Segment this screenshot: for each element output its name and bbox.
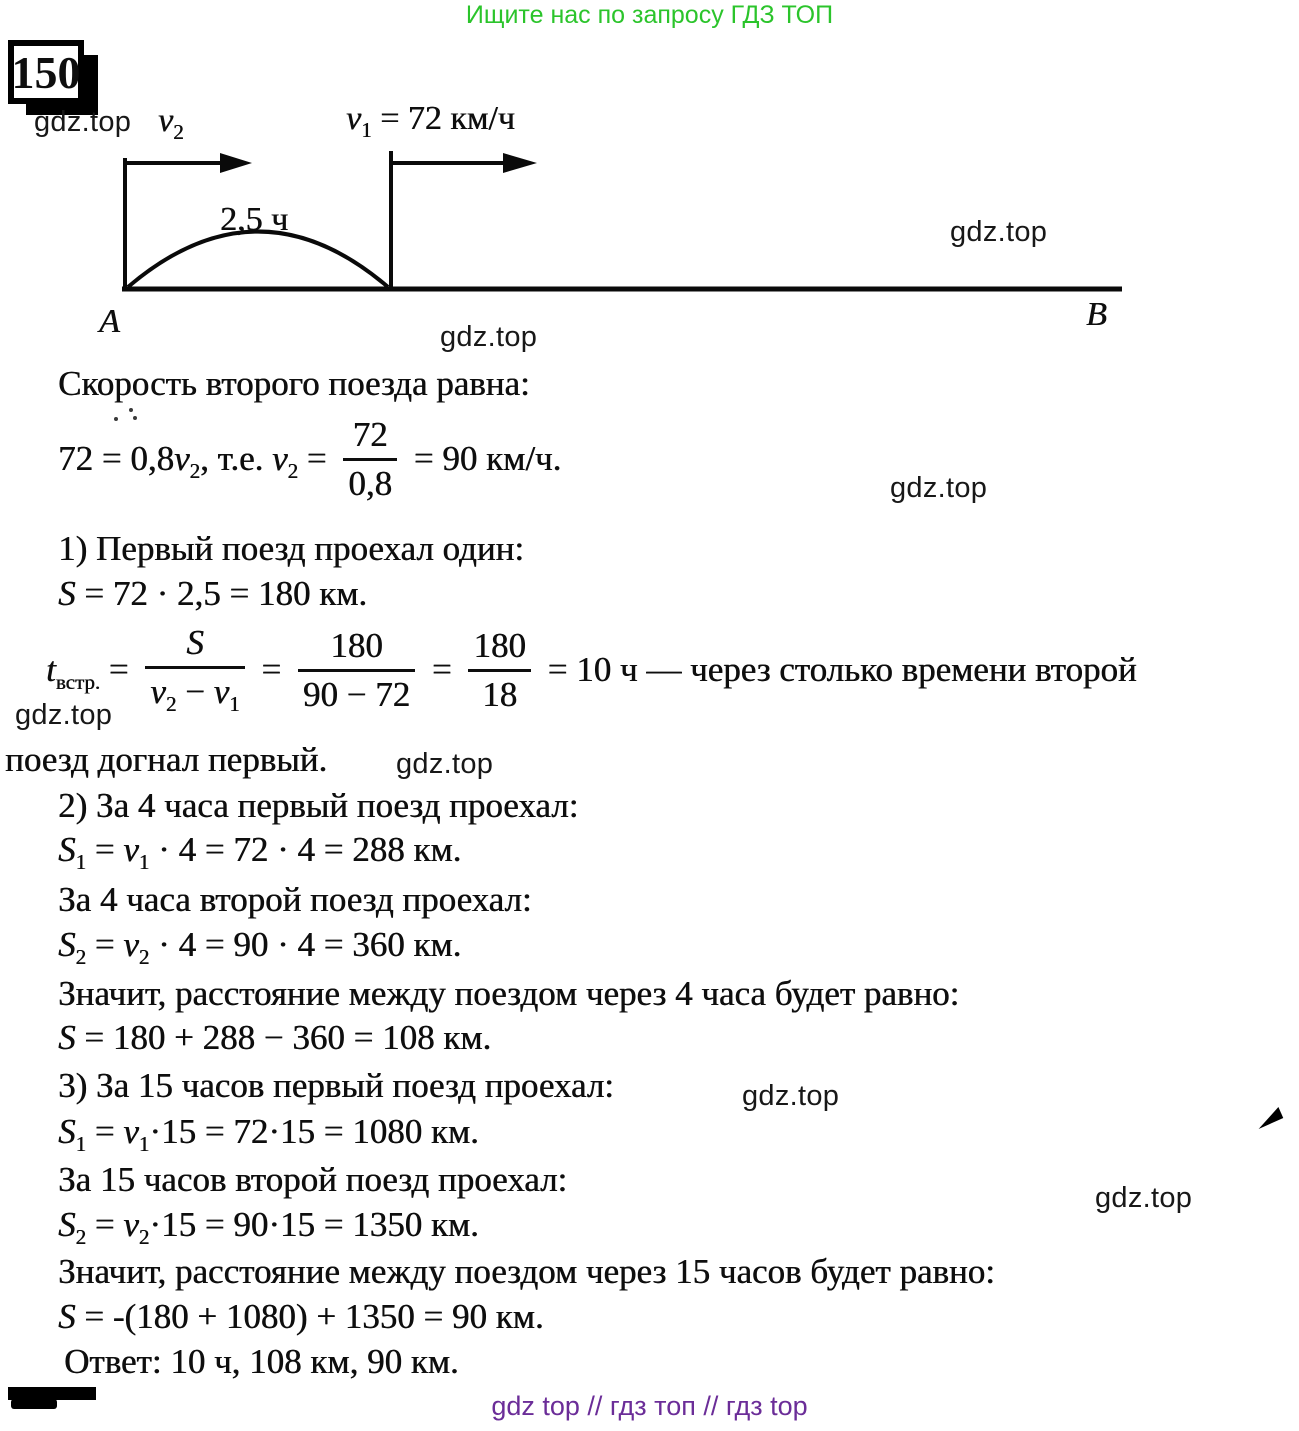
var-v-sub: 2 [287, 458, 299, 483]
watermark-gdz-top: gdz.top [34, 106, 132, 138]
fraction-bar [343, 458, 397, 461]
var-t-sub: встр. [55, 669, 101, 694]
watermark-gdz-top: gdz.top [742, 1080, 840, 1112]
watermark-gdz-top: gdz.top [1095, 1182, 1193, 1214]
equation-s1-15h [58, 1112, 479, 1156]
step2-title: 2) За 4 часа первый поезд проехал: [58, 786, 579, 825]
time-arc-2-5h [128, 232, 388, 288]
minus-sign: − [176, 672, 214, 711]
var-v-sub: 2 [189, 458, 201, 483]
var-v: v [272, 439, 288, 478]
watermark-gdz-top: gdz.top [950, 216, 1048, 248]
var-v1-sub: 1 [361, 117, 372, 142]
eq-s-rest: = 72 · 2,5 = 180 км. [75, 574, 368, 613]
fraction-s-over-dv [145, 623, 244, 717]
fraction-bar [298, 669, 415, 672]
equals: = [86, 925, 124, 964]
equation-t-meet [46, 614, 1137, 726]
train2-speed-label [158, 102, 184, 145]
point-b-label: B [1086, 296, 1107, 333]
var-v1: v [123, 830, 139, 869]
var-s: S [58, 574, 76, 613]
eq-speed-part2: , т.е. [200, 439, 272, 478]
var-v2-sub: 2 [138, 945, 150, 969]
site-footer-text: gdz top // гдз топ // гдз top [491, 1391, 808, 1421]
equation-s1-4h [58, 830, 461, 874]
watermark-gdz-top: gdz.top [15, 699, 113, 731]
eq-speed-equals: = [298, 439, 336, 478]
answer-line: Ответ: 10 ч, 108 км, 90 км. [64, 1342, 459, 1381]
fraction-bar [145, 666, 244, 669]
eq-t-equals1: = [100, 650, 138, 689]
var-s1-sub: 1 [75, 850, 86, 874]
equation-speed-v2 [58, 406, 561, 512]
fraction-bar [468, 669, 531, 672]
problem-number: 150 [11, 46, 81, 98]
eq-speed-part1: 72 = 0,8 [58, 439, 174, 478]
eq-t-result-text: = 10 ч — через столько времени второй [538, 650, 1137, 689]
var-s2-sub: 2 [75, 945, 86, 969]
fraction-numerator: 72 [352, 414, 388, 454]
train2-arrow-head [220, 153, 252, 173]
watermark-gdz-top: gdz.top [396, 748, 494, 780]
var-v-sub: 2 [165, 692, 177, 716]
var-v: v [213, 672, 230, 711]
var-s2: S [58, 1205, 76, 1244]
var-s2: S [58, 925, 76, 964]
site-header-text: Ищите нас по запросу ГДЗ ТОП [465, 1, 834, 29]
eq-rest: = 180 + 288 − 360 = 108 км. [75, 1018, 492, 1057]
arc-time-label: 2,5 ч [220, 201, 289, 238]
problem-number-box [8, 40, 84, 104]
fraction-denominator: 0,8 [348, 463, 393, 503]
watermark-gdz-top: gdz.top [440, 321, 538, 353]
equation-s-180 [58, 574, 367, 615]
var-v2-sub: 2 [138, 1225, 150, 1249]
equals: = [86, 1112, 124, 1151]
train1-arrow-head [503, 153, 537, 173]
eq-t-equals3: = [423, 650, 461, 689]
eq-speed-result: = 90 км/ч. [405, 439, 562, 478]
train1-speed-value: = 72 км/ч [371, 100, 515, 137]
var-v2: v [123, 925, 139, 964]
var-v1: v [346, 100, 362, 137]
var-s1: S [58, 1112, 76, 1151]
var-s2-sub: 2 [75, 1225, 86, 1249]
equation-dist-4h [58, 1018, 491, 1059]
var-v-sub: 1 [229, 692, 240, 716]
equals: = [86, 830, 124, 869]
equation-s2-15h [58, 1205, 479, 1249]
fraction-180-over-18diff [298, 626, 415, 715]
eq-rest: = -(180 + 1080) + 1350 = 90 км. [75, 1297, 544, 1336]
line-15h-second: За 15 часов второй поезд проехал: [58, 1160, 568, 1199]
var-s: S [58, 1018, 76, 1057]
equation-s2-4h [58, 925, 461, 969]
fraction-denominator: 90 − 72 [302, 674, 411, 714]
var-v2: v [123, 1205, 139, 1244]
fraction-numerator: 180 [330, 625, 383, 665]
eq-rest: · 4 = 90 · 4 = 360 км. [149, 925, 462, 964]
scan-dots-artifact [114, 417, 118, 421]
eq-rest: ·15 = 72·15 = 1080 км. [149, 1112, 479, 1151]
intro-line: Скорость второго поезда равна: [58, 364, 530, 403]
var-s: S [186, 623, 204, 662]
eq-rest: · 4 = 72 · 4 = 288 км. [149, 830, 462, 869]
fraction-72-over-0-8 [343, 415, 397, 504]
equals: = [86, 1205, 124, 1244]
var-v2: v [158, 102, 174, 139]
wrap-line: поезд догнал первый. [5, 740, 328, 779]
fraction-numerator: 180 [473, 625, 526, 665]
watermark-gdz-top: gdz.top [890, 472, 988, 504]
fraction-denominator [145, 672, 244, 717]
var-v1-sub: 1 [138, 850, 150, 874]
line-dist-15h: Значит, расстояние между поездом через 15 часов будет равно: [58, 1252, 995, 1291]
var-s1: S [58, 830, 76, 869]
equation-dist-15h [58, 1297, 544, 1338]
eq-rest: ·15 = 90·15 = 1350 км. [149, 1205, 479, 1244]
fraction-180-over-18 [468, 626, 531, 715]
var-t: t [46, 650, 56, 689]
step3-title: 3) За 15 часов первый поезд проехал: [58, 1066, 614, 1105]
fraction-numerator [181, 623, 209, 663]
fraction-denominator: 18 [482, 674, 518, 714]
line-4h-second: За 4 часа второй поезд проехал: [58, 880, 532, 919]
train1-speed-label [346, 100, 515, 143]
line-dist-4h: Значит, расстояние между поездом через 4 часа будет равно: [58, 974, 960, 1013]
var-v1: v [123, 1112, 139, 1151]
var-v: v [174, 439, 190, 478]
point-a-label: A [99, 303, 120, 340]
var-s: S [58, 1297, 76, 1336]
var-v: v [150, 672, 166, 711]
ink-blot-artifact [1254, 1107, 1284, 1129]
eq-t-equals2: = [252, 650, 290, 689]
step1-title: 1) Первый поезд проехал один: [58, 529, 524, 568]
var-s1-sub: 1 [75, 1132, 86, 1156]
var-v2-sub: 2 [173, 119, 184, 144]
var-v1-sub: 1 [138, 1132, 150, 1156]
